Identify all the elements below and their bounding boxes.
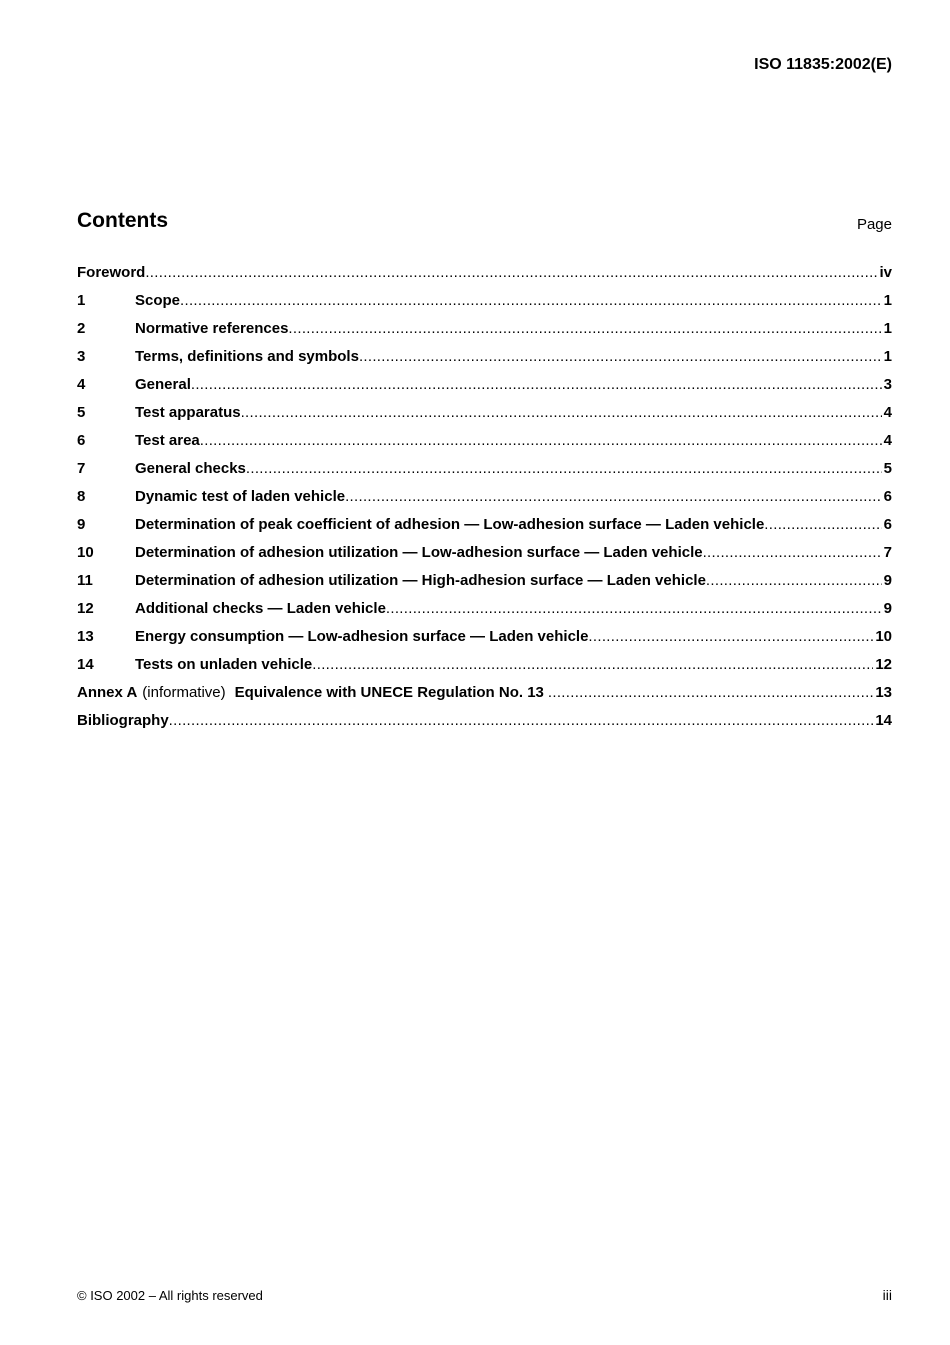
toc-dot-leader — [246, 460, 882, 477]
toc-dot-leader — [703, 544, 882, 561]
toc-entry[interactable] — [77, 488, 892, 516]
toc-entry-title: Determination of peak coefficient of adhesion — Low-adhesion surface — Laden vehicle — [135, 516, 765, 533]
toc-entry-title: Dynamic test of laden vehicle — [135, 488, 346, 505]
toc-entry-title: Energy consumption — Low-adhesion surface — Laden vehicle — [135, 628, 589, 645]
toc-entry-page: 5 — [883, 460, 892, 477]
toc-entry[interactable] — [77, 292, 892, 320]
toc-entry[interactable] — [77, 432, 892, 460]
toc-entry-page: 6 — [883, 488, 892, 505]
toc-entry-page: 7 — [883, 544, 892, 561]
toc-entry-page: 4 — [883, 432, 892, 449]
toc-dot-leader — [359, 348, 882, 365]
toc-entry-page: 1 — [883, 348, 892, 365]
toc-entry[interactable] — [77, 628, 892, 656]
toc-dot-leader — [288, 320, 881, 337]
toc-entry-title: General — [135, 376, 191, 393]
toc-entry-page: 13 — [875, 684, 892, 701]
toc-entry-annex-a[interactable] — [77, 684, 892, 712]
toc-entry-number: 1 — [77, 292, 86, 309]
toc-dot-leader — [180, 292, 882, 309]
toc-entry-page: 12 — [875, 656, 892, 673]
toc-entry-title: Foreword — [77, 264, 146, 281]
toc-entry[interactable] — [77, 516, 892, 544]
toc-entry-number: 13 — [77, 628, 94, 645]
toc-entry-title: Determination of adhesion utilization — Low-adhesion surface — Laden vehicle — [135, 544, 703, 561]
toc-entry-page: 4 — [883, 404, 892, 421]
toc-entry-title: Test apparatus — [135, 404, 241, 421]
toc-entry[interactable] — [77, 572, 892, 600]
toc-entry-number: 8 — [77, 488, 86, 505]
toc-entry-number: 11 — [77, 572, 93, 589]
toc-entry[interactable] — [77, 544, 892, 572]
toc-dot-leader — [706, 572, 882, 589]
toc-entry-title: Determination of adhesion utilization — High-adhesion surface — Laden vehicle — [135, 572, 706, 589]
toc-entry[interactable] — [77, 600, 892, 628]
toc-entry-page: 10 — [875, 628, 892, 645]
toc-dot-leader — [200, 432, 882, 449]
toc-entry-foreword[interactable] — [77, 264, 892, 292]
toc-dot-leader — [386, 600, 882, 617]
toc-dot-leader — [544, 684, 873, 701]
toc-entry-title: Tests on unladen vehicle — [135, 656, 313, 673]
footer-copyright: © ISO 2002 – All rights reserved — [77, 1288, 263, 1303]
toc-entry-title: Normative references — [135, 320, 289, 337]
toc-dot-leader — [312, 656, 873, 673]
page-title: Contents — [77, 209, 168, 232]
toc-entry-number: 5 — [77, 404, 86, 421]
toc-entry-number: 6 — [77, 432, 86, 449]
toc-entry-title: Bibliography — [77, 712, 169, 729]
toc-entry-number: 10 — [77, 544, 94, 561]
document-id: ISO 11835:2002(E) — [754, 56, 892, 73]
toc-entry-page: 14 — [875, 712, 892, 729]
toc-dot-leader — [345, 488, 882, 505]
toc-entry-number: 12 — [77, 600, 94, 617]
toc-dot-leader — [191, 376, 882, 393]
toc-entry-number: 9 — [77, 516, 86, 533]
toc-dot-leader — [169, 712, 874, 729]
toc-entry[interactable] — [77, 376, 892, 404]
toc-entry-number: 2 — [77, 320, 86, 337]
toc-dot-leader — [145, 264, 877, 281]
toc-entry[interactable] — [77, 348, 892, 376]
toc-entry-title: Test area — [135, 432, 200, 449]
table-of-contents — [77, 264, 892, 740]
toc-entry-bibliography[interactable] — [77, 712, 892, 740]
toc-entry-number: 3 — [77, 348, 86, 365]
toc-entry[interactable] — [77, 320, 892, 348]
toc-entry-title: Scope — [135, 292, 181, 309]
toc-entry-page: 1 — [883, 292, 892, 309]
page-column-label: Page — [856, 216, 892, 233]
toc-dot-leader — [241, 404, 882, 421]
toc-entry-title: Equivalence with UNECE Regulation No. 13 — [234, 684, 544, 701]
toc-entry-number: 4 — [77, 376, 86, 393]
toc-entry-title: Additional checks — Laden vehicle — [135, 600, 386, 617]
toc-entry[interactable] — [77, 404, 892, 432]
toc-dot-leader — [588, 628, 873, 645]
toc-entry-page: 6 — [883, 516, 892, 533]
toc-entry-number: 7 — [77, 460, 86, 477]
toc-entry-page: iv — [879, 264, 892, 281]
toc-annex-note: (informative) — [142, 684, 226, 701]
toc-entry-title: Terms, definitions and symbols — [135, 348, 359, 365]
toc-annex-label: Annex A — [77, 684, 138, 701]
toc-entry[interactable] — [77, 656, 892, 684]
toc-entry-page: 9 — [883, 600, 892, 617]
toc-entry-page: 1 — [883, 320, 892, 337]
footer-page-number: iii — [882, 1287, 892, 1303]
toc-entry-number: 14 — [77, 656, 94, 673]
toc-entry-page: 9 — [883, 572, 892, 589]
toc-dot-leader — [764, 516, 881, 533]
toc-entry[interactable] — [77, 460, 892, 488]
toc-entry-page: 3 — [883, 376, 892, 393]
toc-entry-title: General checks — [135, 460, 246, 477]
